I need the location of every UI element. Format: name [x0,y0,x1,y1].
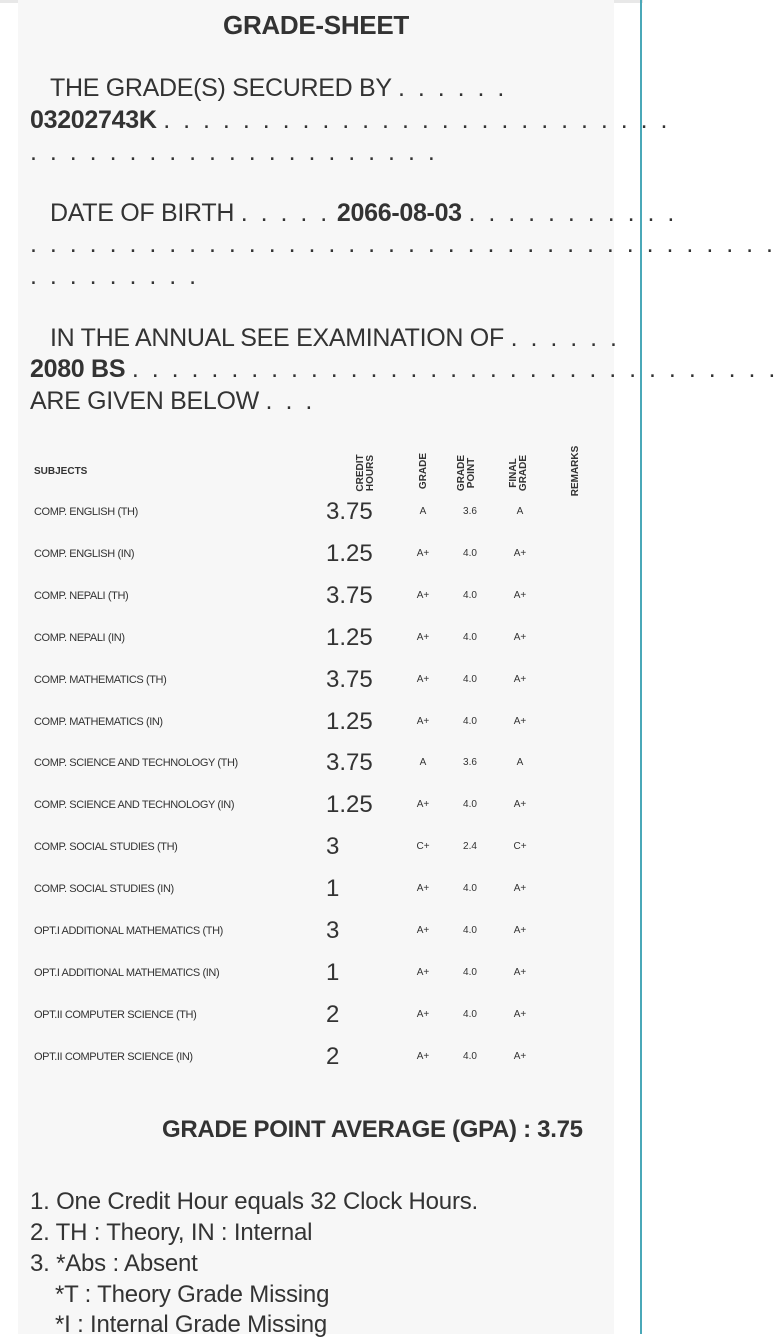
subject-cell: COMP. SCIENCE AND TECHNOLOGY (TH) [34,757,238,770]
subject-cell: OPT.II COMPUTER SCIENCE (IN) [34,1050,193,1063]
grade-point-cell: 2.4 [463,841,477,853]
dots-line [30,262,199,291]
exam-year: 2080 BS [30,355,126,383]
table-row [18,617,614,659]
given-below-text: ARE GIVEN BELOW [30,387,259,415]
table-row [18,952,614,994]
grade-point-cell: 3.6 [463,757,477,769]
final-grade-cell: C+ [513,841,527,853]
credit-hours-cell: 3.75 [326,498,373,525]
grade-cell: A+ [416,589,430,601]
credit-hours-cell: 1.25 [326,623,373,651]
dob-value: 2066-08-03 [336,199,462,227]
table-row [18,659,614,701]
credit-hours-cell: 3 [326,833,340,861]
subject-cell: OPT.II COMPUTER SCIENCE (TH) [34,1008,197,1021]
exam-label: IN THE ANNUAL SEE EXAMINATION OF [50,324,504,352]
grade-cell: A+ [416,1050,430,1062]
credit-hours-cell: 3.75 [326,665,373,693]
gpa-summary: GRADE POINT AVERAGE (GPA) : 3.75 [162,1116,583,1143]
subject-cell: COMP. MATHEMATICS (IN) [34,715,163,728]
final-grade-cell: A+ [513,799,527,811]
note-5: *I : Internal Grade Missing [55,1311,328,1338]
subject-cell: COMP. ENGLISH (IN) [34,547,135,560]
credit-hours-cell: 3.75 [326,581,373,609]
table-row [18,742,614,784]
final-grade-cell: A [516,757,524,769]
grade-cell: A+ [416,925,430,936]
grade-point-cell: 4.0 [463,1008,477,1020]
grade-point-cell: 4.0 [463,799,477,811]
table-row [18,910,614,952]
note-4: *T : Theory Grade Missing [55,1281,330,1308]
grade-point-cell: 4.0 [463,631,477,643]
note-2: 2. TH : Theory, IN : Internal [30,1219,313,1246]
dob-line [50,199,677,228]
table-row [18,784,614,826]
credit-hours-cell: 1.25 [326,707,373,735]
header-gp-line1: GRADE [456,454,467,492]
table-row [18,826,614,868]
header-grade-point [457,451,477,495]
page-title: GRADE-SHEET [223,10,409,40]
subject-cell: COMP. SOCIAL STUDIES (TH) [34,841,178,854]
credit-hours-cell: 1.25 [326,791,373,819]
note-1: 1. One Credit Hour equals 32 Clock Hours. [30,1188,479,1215]
dots: . . . . . . . . . [30,262,200,290]
subject-cell: COMP. NEPALI (TH) [34,589,129,602]
grade-cell: A+ [416,715,430,727]
grade-point-cell: 4.0 [463,715,477,727]
table-row [18,533,614,575]
subject-cell: COMP. ENGLISH (TH) [34,506,138,518]
final-grade-cell: A+ [513,547,527,559]
header-grade: GRADE [418,452,429,490]
grade-cell: A+ [416,799,430,811]
table-row [18,994,614,1036]
grade-cell: A+ [416,547,430,559]
header-fg-line2: GRADE [518,454,529,492]
secured-by-line [50,74,507,103]
credit-hours-cell: 3 [326,917,340,944]
subject-cell: COMP. SCIENCE AND TECHNOLOGY (IN) [34,799,235,812]
final-grade-cell: A+ [513,715,527,727]
credit-hours-cell: 2 [326,1042,340,1070]
dots: . . . . . . . . . . . . . . . . . . . . . . . . . . . . . . . . . [131,355,778,383]
grade-cell: A+ [416,673,430,685]
symbol-number: 03202743K [30,106,157,134]
table-row [18,868,614,910]
credit-hours-cell: 3.75 [326,749,373,777]
dots: . . . [265,387,316,415]
given-below-line [30,387,315,416]
header-remarks: REMARKS [570,445,581,497]
header-fg-line1: FINAL [508,458,519,488]
grade-point-cell: 4.0 [463,966,477,978]
grade-cell: A+ [416,883,430,895]
table-row [18,575,614,617]
header-credit-line1: CREDIT [355,454,366,492]
final-grade-cell: A+ [513,1008,527,1020]
dots: . . . . . . [510,324,620,352]
symbol-line [30,106,671,135]
header-final-grade [509,451,529,495]
subject-cell: COMP. MATHEMATICS (TH) [34,673,167,686]
note-3: 3. *Abs : Absent [30,1250,198,1277]
dots: . . . . . . . . . . . . . . . . . . . . . . . . . . [163,106,671,134]
dots: . . . . . [240,199,331,227]
final-grade-cell: A+ [513,673,527,685]
subject-cell: OPT.I ADDITIONAL MATHEMATICS (IN) [34,966,220,979]
dots: . . . . . . . . . . . . . . . . . . . . . [30,138,438,166]
exam-line [50,324,620,353]
table-row [18,1036,614,1078]
grade-point-cell: 4.0 [463,547,477,559]
grade-cell: A+ [416,966,430,978]
grade-point-cell: 4.0 [463,589,477,601]
grade-cell: A+ [416,1008,430,1020]
grade-point-cell: 4.0 [463,925,477,936]
grade-point-cell: 3.6 [463,506,477,517]
grade-point-cell: 4.0 [463,1050,477,1062]
final-grade-cell: A+ [513,631,527,643]
grade-cell: C+ [416,841,430,853]
header-subjects: SUBJECTS [34,466,88,477]
credit-hours-cell: 1.25 [326,539,373,567]
dob-label: DATE OF BIRTH [50,199,235,227]
final-grade-cell: A+ [513,589,527,601]
final-grade-cell: A [516,506,524,517]
grade-point-cell: 4.0 [463,673,477,685]
header-credit-line2: HOURS [365,454,376,492]
final-grade-cell: A+ [513,966,527,978]
table-row [18,491,614,533]
exam-year-line [30,355,778,384]
final-grade-cell: A+ [513,925,527,936]
dots-line [30,138,438,167]
grade-cell: A [419,757,427,769]
grade-point-cell: 4.0 [463,883,477,895]
dots: . . . . . . . . . . . [468,199,678,227]
grade-cell: A+ [416,631,430,643]
subject-cell: COMP. NEPALI (IN) [34,631,125,644]
dots-line [30,230,776,259]
dots: . . . . . . [397,74,508,102]
credit-hours-cell: 1 [326,958,340,986]
subject-cell: OPT.I ADDITIONAL MATHEMATICS (TH) [34,925,223,937]
credit-hours-cell: 1 [326,875,340,903]
final-grade-cell: A+ [513,1050,527,1062]
secured-by-label: THE GRADE(S) SECURED BY [50,74,392,102]
table-row [18,701,614,743]
grade-cell: A [419,506,427,517]
header-gp-line2: POINT [466,457,477,489]
dots: . . . . . . . . . . . . . . . . . . . . . . . . . . . . . . . . . . . . . . [30,230,776,258]
final-grade-cell: A+ [513,883,527,895]
credit-hours-cell: 2 [326,1000,340,1028]
subject-cell: COMP. SOCIAL STUDIES (IN) [34,883,174,896]
